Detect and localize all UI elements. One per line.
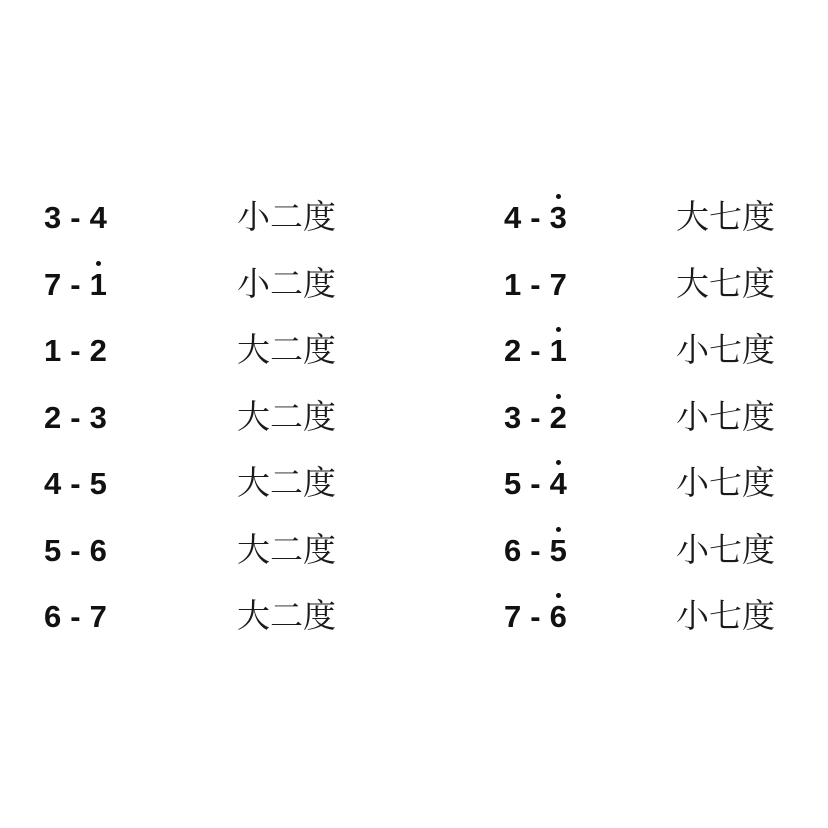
interval-degree-name: 小七度 — [676, 396, 775, 436]
to-note-digit: 2 — [89, 333, 107, 368]
separator-dash: - — [70, 466, 81, 501]
interval-row — [44, 452, 364, 519]
interval-notation — [504, 533, 567, 569]
to-note-digit: 3 — [89, 399, 107, 435]
interval-degree-name: 小七度 — [676, 596, 775, 635]
interval-notation — [504, 200, 567, 236]
from-note: 5 — [504, 466, 522, 501]
to-note-digit: 4 — [89, 200, 107, 235]
to-note — [90, 466, 107, 502]
high-octave-dot — [96, 261, 101, 266]
to-note — [550, 466, 567, 502]
interval-row — [504, 186, 824, 253]
interval-row — [504, 519, 824, 586]
left-interval-column — [44, 186, 364, 652]
interval-notation — [44, 333, 107, 369]
to-note-digit: 7 — [89, 599, 107, 634]
interval-degree-name: 小二度 — [237, 263, 336, 303]
to-note — [550, 267, 567, 303]
interval-notation — [504, 267, 567, 303]
separator-dash: - — [70, 532, 81, 568]
separator-dash: - — [530, 399, 541, 435]
interval-degree-name: 小二度 — [237, 197, 336, 236]
interval-row — [44, 519, 364, 586]
separator-dash: - — [530, 599, 541, 634]
to-note-digit: 1 — [89, 266, 107, 302]
interval-row — [504, 452, 824, 519]
to-note-digit: 6 — [89, 532, 107, 568]
interval-degree-name: 大七度 — [676, 263, 775, 303]
to-note — [550, 533, 567, 569]
high-octave-dot — [556, 593, 561, 598]
from-note: 3 — [504, 399, 522, 435]
interval-notation — [44, 400, 107, 436]
separator-dash: - — [70, 266, 81, 302]
from-note: 5 — [44, 532, 62, 568]
to-note — [90, 200, 107, 236]
to-note-digit: 5 — [549, 532, 567, 568]
interval-degree-name: 大二度 — [237, 596, 336, 635]
from-note: 6 — [504, 532, 522, 568]
interval-notation — [44, 599, 107, 635]
high-octave-dot — [556, 394, 561, 399]
from-note: 2 — [44, 399, 62, 435]
to-note-digit: 3 — [549, 200, 567, 235]
interval-row — [504, 319, 824, 386]
separator-dash: - — [530, 266, 541, 302]
from-note: 4 — [44, 466, 62, 501]
interval-notation — [44, 466, 107, 502]
interval-degree-name: 大二度 — [237, 463, 336, 502]
interval-notation — [504, 400, 567, 436]
to-note — [550, 400, 567, 436]
interval-degree-name: 大二度 — [237, 396, 336, 436]
to-note — [90, 533, 107, 569]
interval-row — [504, 253, 824, 320]
interval-row — [504, 386, 824, 453]
to-note-digit: 7 — [549, 266, 567, 302]
to-note — [550, 599, 567, 635]
interval-notation — [504, 599, 567, 635]
interval-degree-name: 大二度 — [237, 529, 336, 569]
interval-row — [44, 386, 364, 453]
to-note-digit: 6 — [549, 599, 567, 634]
to-note-digit: 2 — [549, 399, 567, 435]
from-note: 7 — [44, 266, 62, 302]
to-note — [550, 200, 567, 236]
separator-dash: - — [70, 200, 81, 235]
interval-notation — [504, 333, 567, 369]
high-octave-dot — [556, 194, 561, 199]
separator-dash: - — [530, 200, 541, 235]
to-note — [90, 599, 107, 635]
separator-dash: - — [530, 532, 541, 568]
interval-row — [504, 585, 824, 652]
from-note: 4 — [504, 200, 522, 235]
interval-row — [44, 253, 364, 320]
from-note: 1 — [504, 266, 522, 302]
interval-row — [44, 186, 364, 253]
separator-dash: - — [530, 333, 541, 368]
from-note: 7 — [504, 599, 522, 634]
interval-degree-name: 大七度 — [676, 197, 775, 236]
to-note — [90, 267, 107, 303]
separator-dash: - — [70, 333, 81, 368]
to-note — [90, 400, 107, 436]
to-note-digit: 1 — [549, 333, 567, 368]
interval-notation — [44, 267, 107, 303]
interval-row — [44, 319, 364, 386]
separator-dash: - — [70, 599, 81, 634]
interval-degree-name: 小七度 — [676, 463, 775, 502]
to-note-digit: 5 — [89, 466, 107, 501]
interval-notation — [44, 200, 107, 236]
separator-dash: - — [70, 399, 81, 435]
interval-notation — [504, 466, 567, 502]
interval-degree-name: 大二度 — [237, 330, 336, 369]
right-interval-column — [504, 186, 824, 652]
high-octave-dot — [556, 460, 561, 465]
from-note: 1 — [44, 333, 62, 368]
from-note: 6 — [44, 599, 62, 634]
separator-dash: - — [530, 466, 541, 501]
interval-notation — [44, 533, 107, 569]
from-note: 3 — [44, 200, 62, 235]
from-note: 2 — [504, 333, 522, 368]
interval-degree-name: 小七度 — [676, 529, 775, 569]
interval-row — [44, 585, 364, 652]
high-octave-dot — [556, 527, 561, 532]
to-note — [90, 333, 107, 369]
to-note — [550, 333, 567, 369]
to-note-digit: 4 — [549, 466, 567, 501]
interval-degree-name: 小七度 — [676, 330, 775, 369]
high-octave-dot — [556, 327, 561, 332]
